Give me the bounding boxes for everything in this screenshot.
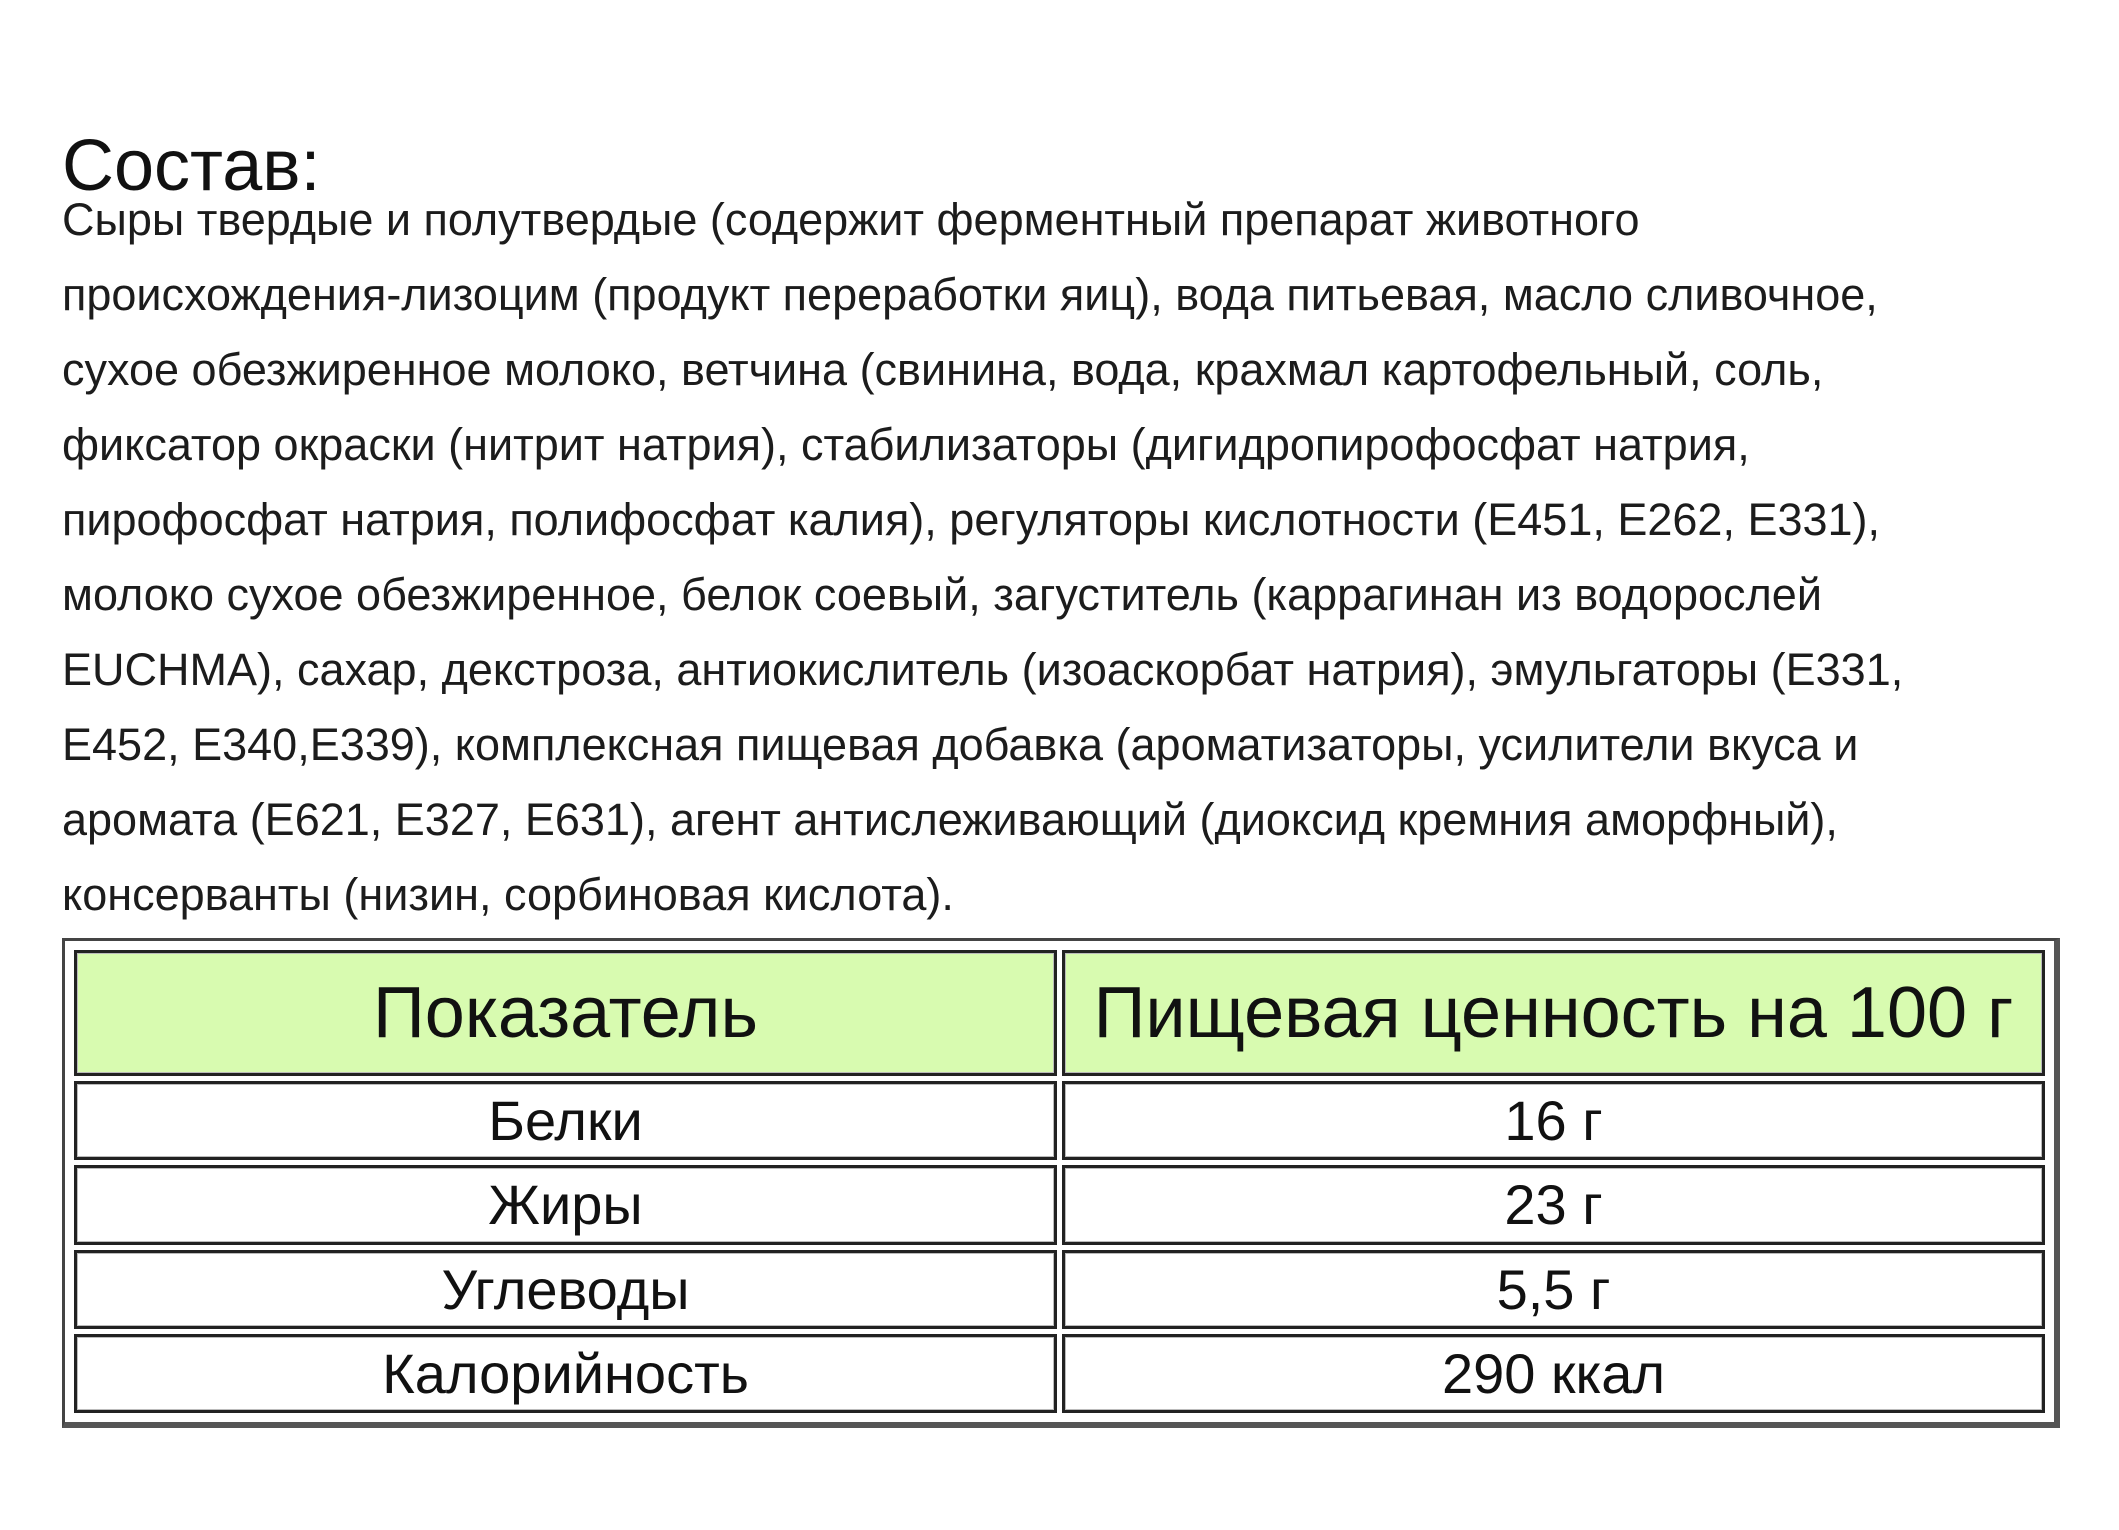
nutrition-table-frame bbox=[62, 938, 2060, 1428]
nutrition-table bbox=[69, 945, 2050, 1418]
composition-heading: Состав: bbox=[62, 126, 321, 207]
composition-line: пирофосфат натрия, полифосфат калия), регуляторы кислотности (E451, E262, E331), bbox=[62, 494, 1881, 545]
table-row bbox=[74, 1081, 2045, 1160]
composition-line: фиксатор окраски (нитрит натрия), стабилизаторы (дигидропирофосфат натрия, bbox=[62, 419, 1750, 470]
row-indicator-proteins: Белки bbox=[74, 1081, 1057, 1160]
composition-line: молоко сухое обезжиренное, белок соевый, загуститель (каррагинан из водорослей bbox=[62, 569, 1822, 620]
table-header-row bbox=[74, 950, 2045, 1076]
row-indicator-carbohydrates: Углеводы bbox=[74, 1250, 1057, 1329]
header-indicator: Показатель bbox=[74, 950, 1057, 1076]
table-row bbox=[74, 1334, 2045, 1413]
composition-line: сухое обезжиренное молоко, ветчина (свинина, вода, крахмал картофельный, соль, bbox=[62, 344, 1824, 395]
composition-line: E452, E340,E339), комплексная пищевая добавка (ароматизаторы, усилители вкуса и bbox=[62, 719, 1859, 770]
row-value-fats: 23 г bbox=[1062, 1165, 2045, 1244]
table-row bbox=[74, 1250, 2045, 1329]
row-indicator-fats: Жиры bbox=[74, 1165, 1057, 1244]
composition-line: EUCHMA), сахар, декстроза, антиокислитель (изоаскорбат натрия), эмульгаторы (E331, bbox=[62, 644, 1904, 695]
row-value-carbohydrates: 5,5 г bbox=[1062, 1250, 2045, 1329]
composition-line: аромата (E621, E327, E631), агент антислеживающий (диоксид кремния аморфный), bbox=[62, 794, 1838, 845]
table-row bbox=[74, 1165, 2045, 1244]
row-value-calories: 290 ккал bbox=[1062, 1334, 2045, 1413]
header-nutritional-value: Пищевая ценность на 100 г bbox=[1062, 950, 2045, 1076]
row-value-proteins: 16 г bbox=[1062, 1081, 2045, 1160]
composition-line: происхождения-лизоцим (продукт переработки яиц), вода питьевая, масло сливочное, bbox=[62, 269, 1878, 320]
composition-line: консерванты (низин, сорбиновая кислота). bbox=[62, 869, 954, 920]
composition-text bbox=[62, 182, 2072, 932]
composition-line: Сыры твердые и полутвердые (содержит ферментный препарат животного bbox=[62, 194, 1640, 245]
row-indicator-calories: Калорийность bbox=[74, 1334, 1057, 1413]
